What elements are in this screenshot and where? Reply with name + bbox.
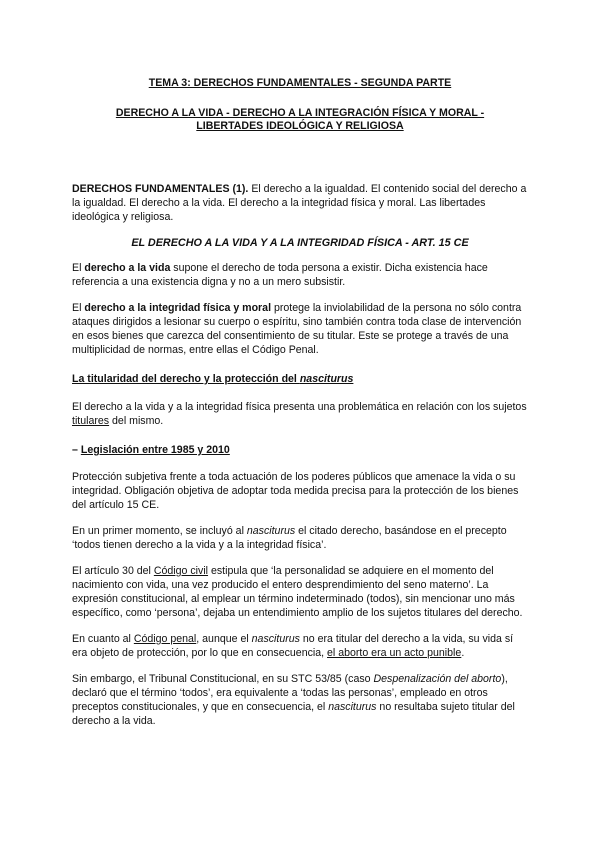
paragraph-proteccion: Protección subjetiva frente a toda actuación de los poderes públicos que amenace la vida o su integridad. Obligación objetiva de adoptar toda medida precisa para la protección de los bienes del artículo 15 CE. [72,471,519,511]
term-vida: derecho a la vida [84,262,171,274]
subheading-titularidad: La titularidad del derecho y la protección del nasciturus [72,373,354,385]
paragraph-articulo-30: El artículo 30 del Código civil estipula que ‘la personalidad se adquiere en el momento del nacimiento con vida, una vez producido el entero desprendimiento del seno materno’. La expresión constitucional, al emplear un término indeterminado (todos), sin mencionar uno más específico, como ‘persona’, dejaba un entendimiento amplio de los sujetos titulares del derecho. [72,565,523,619]
term-codigo-civil: Código civil [153,565,209,577]
paragraph-integridad: El derecho a la integridad física y moral protege la inviolabilidad de la persona no sólo contra ataques dirigidos a lesionar su cuerpo o espíritu, sino también contra toda clase de intervención en esos bienes que carezca del consentimiento de su titular. Este se protege a través de una multiplicidad de normas, entre ellas el Código Penal. [72,302,522,356]
subtitle-line-1: DERECHO A LA VIDA - DERECHO A LA INTEGRACIÓN FÍSICA Y MORAL - [115,107,485,119]
paragraph-tribunal: Sin embargo, el Tribunal Constitucional, en su STC 53/85 (caso Despenalización del aborto), declaró que el término ‘todos’, era equivalente a ‘todas las personas’, empleado en otros preceptos constitucionales, y que en consecuencia, el nasciturus no resultaba sujeto titular del derecho a la vida. [72,673,515,727]
intro-bold: DERECHOS FUNDAMENTALES (1). [72,183,249,195]
term-titulares: titulares [72,415,110,427]
paragraph-vida: El derecho a la vida supone el derecho de toda persona a existir. Dicha existencia hace referencia a una existencia digna y no a un mero subsistir. [72,262,488,288]
document-title: TEMA 3: DERECHOS FUNDAMENTALES - SEGUNDA PARTE [148,77,452,89]
paragraph-titularidad: El derecho a la vida y a la integridad física presenta una problemática en relación con los sujetos titulares del mismo. [72,401,527,427]
intro-text: El derecho a la igualdad. El contenido social del derecho a la igualdad. El derecho a la vida. El derecho a la integridad física y moral. Las libertades ideológica y religiosa. [72,183,527,223]
term-integridad: derecho a la integridad física y moral [84,302,272,314]
term-aborto-punible: el aborto era un acto punible [327,647,462,659]
paragraph-primer-momento: En un primer momento, se incluyó al nasciturus el citado derecho, basándose en el precepto ‘todos tienen derecho a la vida y a la integridad física’. [72,525,507,551]
subtitle-line-2: LIBERTADES IDEOLÓGICA Y RELIGIOSA [196,120,404,132]
term-codigo-penal: Código penal [133,633,197,645]
paragraph-codigo-penal: En cuanto al Código penal, aunque el nasciturus no era titular del derecho a la vida, su vida sí era objeto de protección, por lo que en consecuencia, el aborto era un acto punible. [72,633,514,659]
subheading-legislacion: – Legislación entre 1985 y 2010 [72,444,230,456]
intro-paragraph [72,182,528,224]
document-subtitle [72,107,528,133]
section-heading: EL DERECHO A LA VIDA Y A LA INTEGRIDAD FÍSICA - ART. 15 CE [131,237,469,249]
